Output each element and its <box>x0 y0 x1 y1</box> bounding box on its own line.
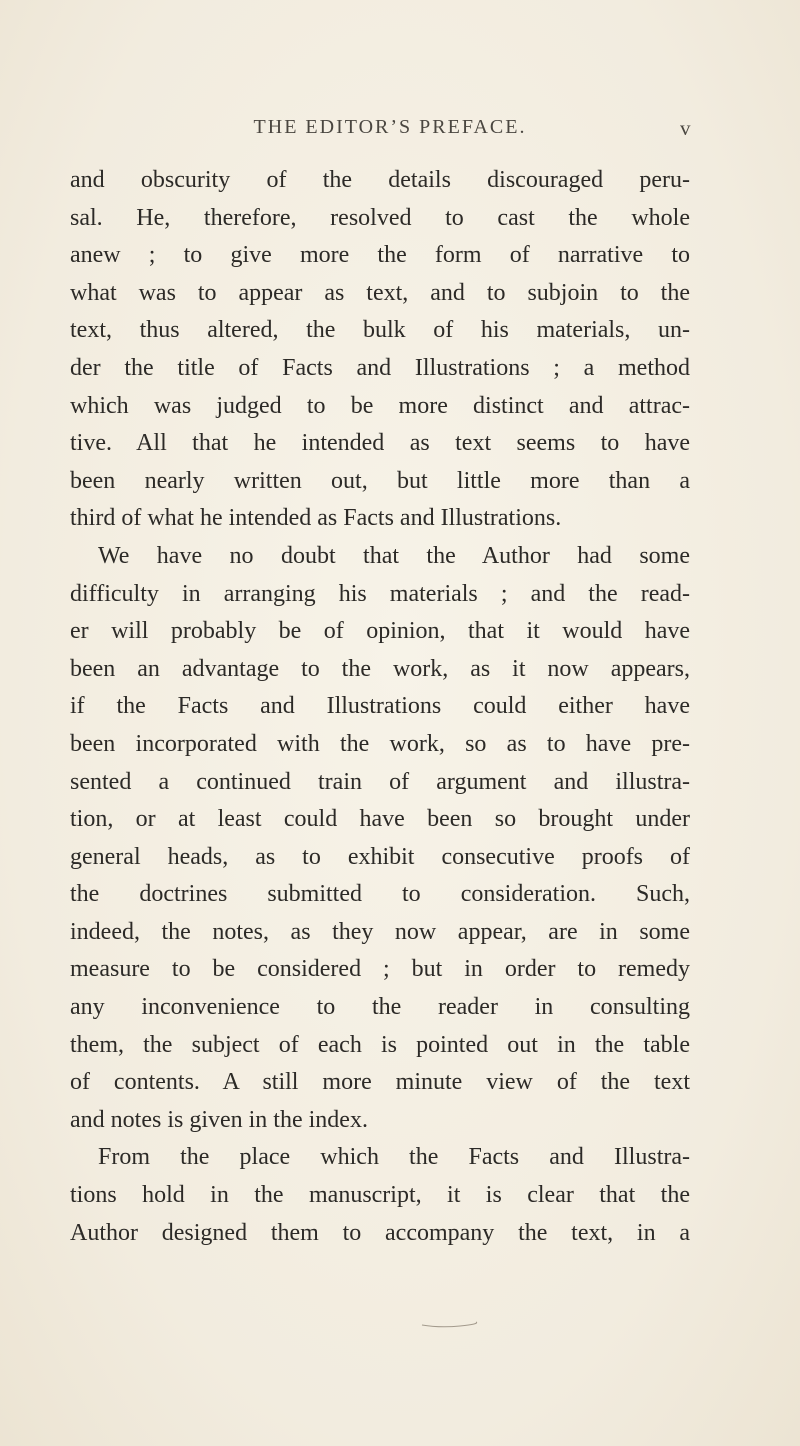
running-header: THE EDITOR’S PREFACE. <box>253 116 527 138</box>
text-line: sented a continued train of argument and illustra- <box>70 768 690 795</box>
text-line: indeed, the notes, as they now appear, are in some <box>70 918 690 945</box>
page-number: v <box>680 116 691 140</box>
text-line: tive. All that he intended as text seems to have <box>70 430 690 457</box>
text-line: been an advantage to the work, as it now appears, <box>70 655 690 682</box>
text-line: text, thus altered, the bulk of his materials, un- <box>70 317 690 344</box>
text-line: tions hold in the manuscript, it is clear that the <box>70 1182 690 1209</box>
text-line: general heads, as to exhibit consecutive proofs of <box>70 843 690 870</box>
text-line: of contents. A still more minute view of the text <box>70 1069 690 1096</box>
text-line: which was judged to be more distinct and attrac- <box>70 392 690 419</box>
text-line: der the title of Facts and Illustrations ; a method <box>70 354 690 381</box>
text-line: sal. He, therefore, resolved to cast the whole <box>70 204 690 231</box>
text-line: er will probably be of opinion, that it would have <box>70 618 690 645</box>
text-line: them, the subject of each is pointed out in the table <box>70 1031 690 1058</box>
text-line: difficulty in arranging his materials ; and the read- <box>70 580 690 607</box>
body-text <box>70 162 690 1252</box>
text-line: measure to be considered ; but in order to remedy <box>70 956 690 983</box>
text-line: been nearly written out, but little more than a <box>70 467 690 494</box>
text-line: tion, or at least could have been so brought under <box>70 806 690 833</box>
text-line: been incorporated with the work, so as to have pre- <box>70 730 690 757</box>
text-line: any inconvenience to the reader in consulting <box>70 994 690 1021</box>
text-line: We have no doubt that the Author had some <box>98 542 690 569</box>
text-line: From the place which the Facts and Illustra- <box>98 1144 690 1171</box>
text-line: if the Facts and Illustrations could either have <box>70 693 690 720</box>
printer-signature-mark <box>420 1316 480 1330</box>
text-line: the doctrines submitted to consideration. Such, <box>70 881 690 908</box>
text-line: and notes is given in the index. <box>70 1106 368 1133</box>
text-line: Author designed them to accompany the text, in a <box>70 1219 690 1246</box>
text-line: anew ; to give more the form of narrative to <box>70 242 690 269</box>
text-line: third of what he intended as Facts and Illustrations. <box>70 505 562 532</box>
text-line: what was to appear as text, and to subjoin to the <box>70 279 690 306</box>
text-line: and obscurity of the details discouraged peru- <box>70 167 690 193</box>
